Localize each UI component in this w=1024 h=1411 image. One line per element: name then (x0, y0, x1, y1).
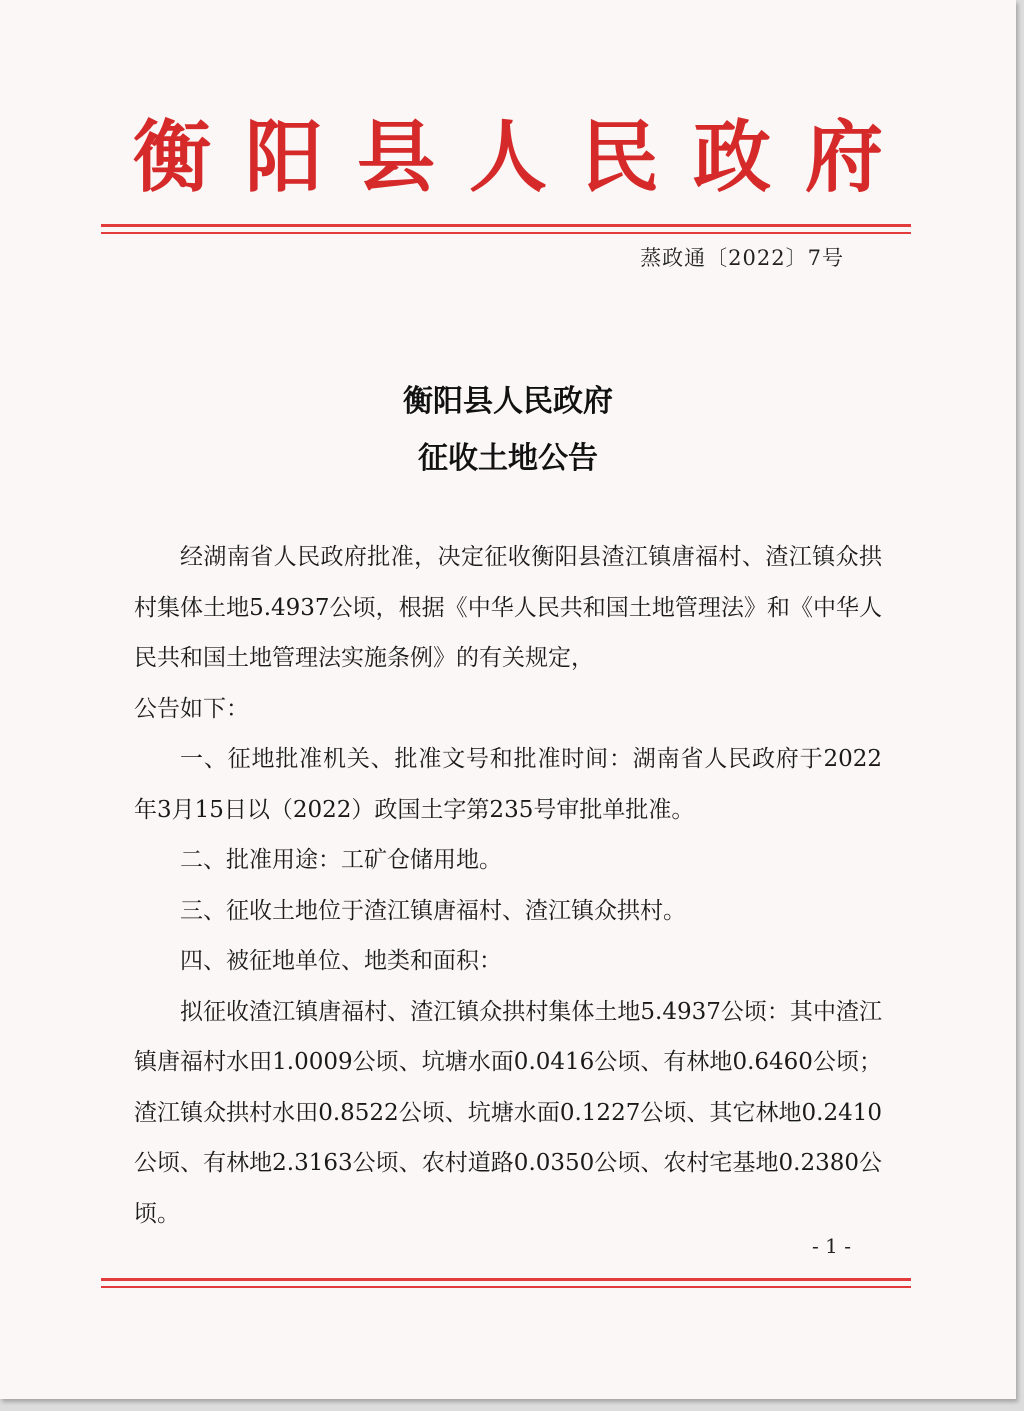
page-number: - 1 - (812, 1234, 851, 1258)
item-3-location: 三、征收土地位于渣江镇唐福村、渣江镇众拱村。 (180, 897, 686, 924)
issuer-name: 衡阳县人民政府 (132, 112, 917, 203)
announce-lead: 公告如下： (134, 695, 249, 722)
item-2-purpose: 二、批准用途：工矿仓储用地。 (180, 847, 502, 873)
footer-rule-thick (101, 1278, 911, 1281)
header-rule-thin (101, 232, 911, 234)
intro-paragraph: 经湖南省人民政府批准，决定征收衡阳县渣江镇唐福村、渣江镇众拱村集体土地5.4937公顷，根据《中华人民共和国土地管理法》和《中华人民共和国土地管理法实施条例》的有关规定， (134, 544, 882, 671)
item-4-details: 拟征收渣江镇唐福村、渣江镇众拱村集体土地5.4937公顷：其中渣江镇唐福村水田1.0009公顷、坑塘水面0.0416公顷、有林地0.6460公顷；渣江镇众拱村水田0.8522公顷、坑塘水面0.1227公顷、其它林地0.2410公顷、有林地2.3163公顷、农村道路0.0350公顷、农村宅基地0.2380公顷。 (134, 998, 882, 1227)
footer-rule-thin (101, 1286, 911, 1288)
item-1-approval: 一、征地批准机关、批准文号和批准时间：湖南省人民政府于2022年3月15日以（2022）政国土字第235号审批单批准。 (134, 746, 882, 823)
item-4-heading: 四、被征地单位、地类和面积： (180, 948, 502, 974)
announcement-body (134, 532, 882, 1239)
title-line-2: 征收土地公告 (418, 441, 598, 476)
header-rule-thick (101, 224, 911, 227)
document-number: 蒸政通〔2022〕7号 (640, 246, 844, 270)
title-line-1: 衡阳县人民政府 (403, 384, 613, 419)
issuer-header (0, 108, 1016, 208)
